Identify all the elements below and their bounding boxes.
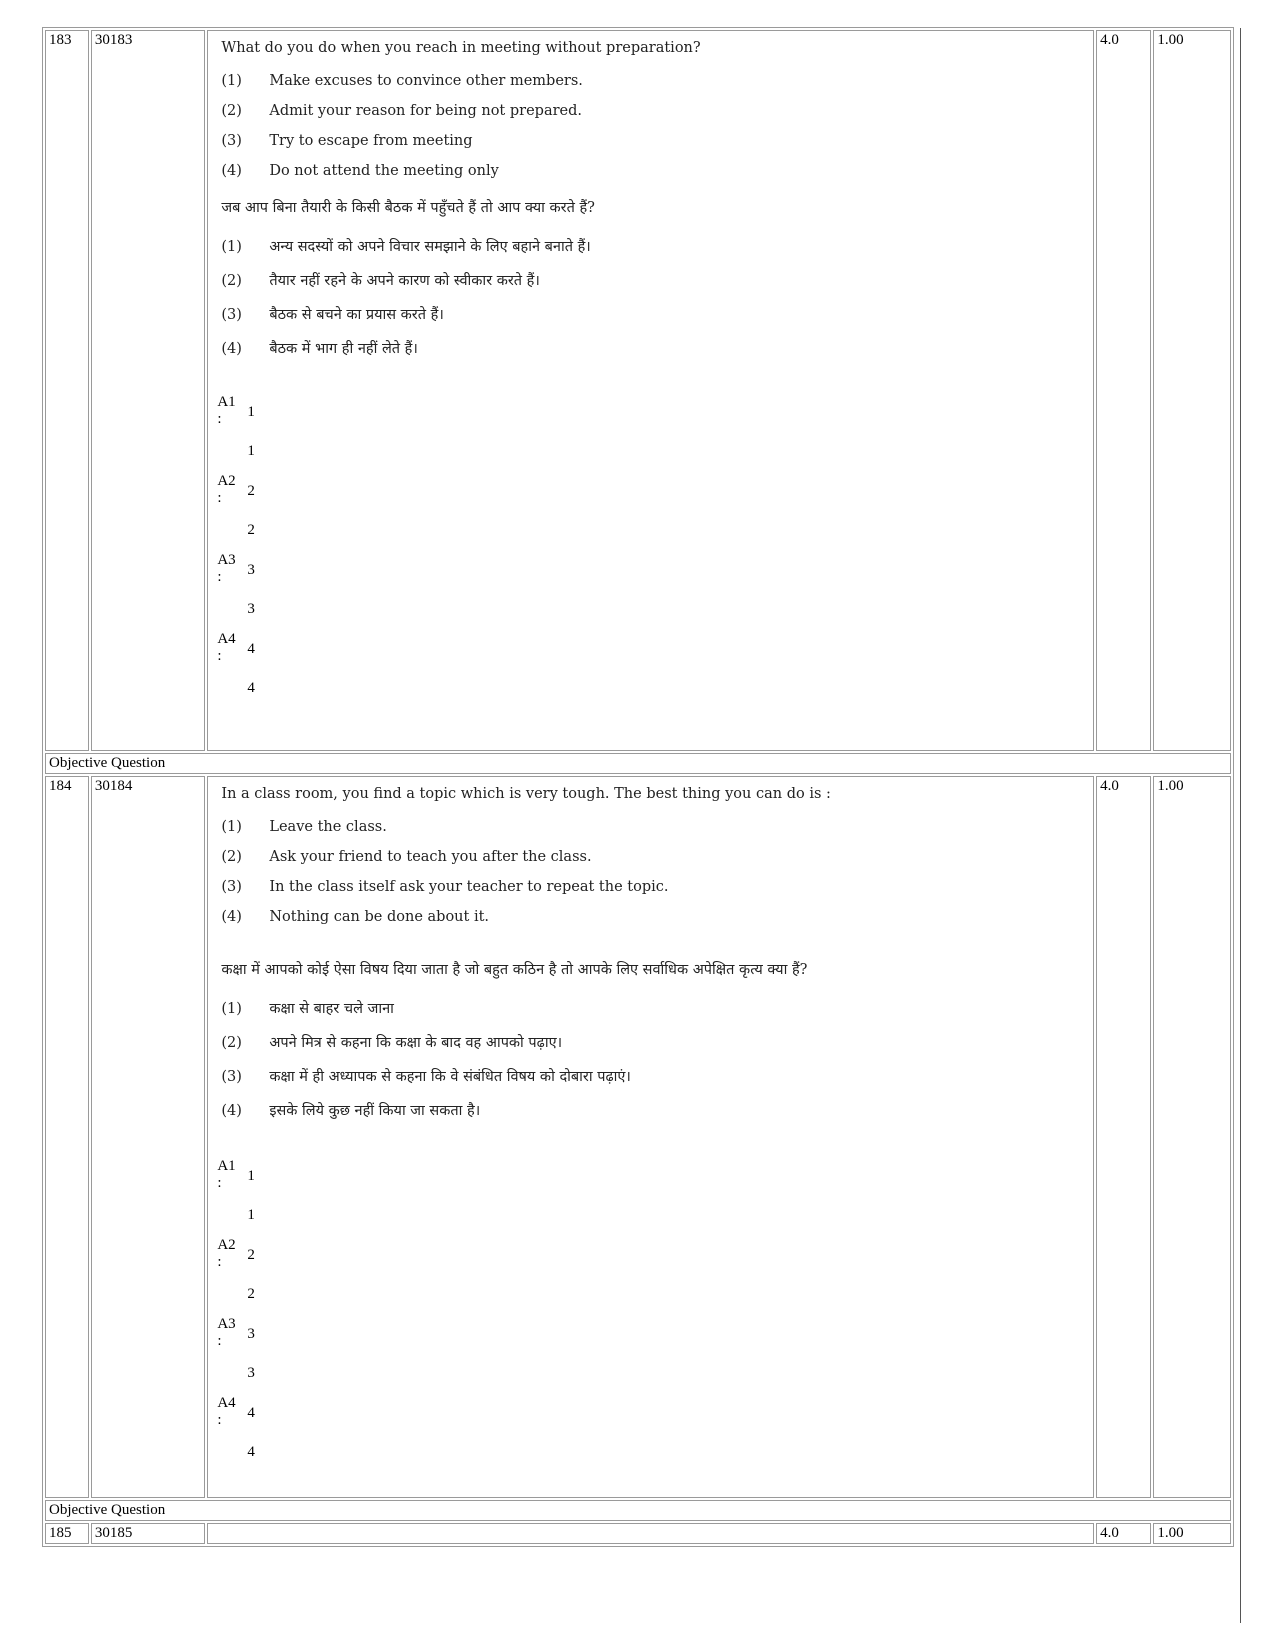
question-body-cell — [207, 1523, 1094, 1544]
answer-value-repeat: 2 — [247, 1286, 255, 1302]
negative-marks-cell: 1.00 — [1153, 30, 1231, 751]
option-english — [221, 133, 1090, 150]
option-text: Ask your friend to teach you after the class. — [269, 849, 592, 865]
option-hindi — [221, 239, 1090, 256]
option-text: बैठक में भाग ही नहीं लेते हैं। — [269, 341, 418, 357]
answer-value-repeat: 4 — [247, 1444, 255, 1460]
answer-label: A3 : — [217, 552, 236, 585]
serial-number-cell: 183 — [45, 30, 89, 751]
answer-row — [217, 1158, 1090, 1237]
serial-number-cell: 184 — [45, 776, 89, 1498]
option-number: (4) — [221, 341, 242, 357]
answer-value: 4 — [247, 641, 255, 657]
option-number: (1) — [221, 819, 242, 835]
marks-cell: 4.0 — [1096, 776, 1151, 1498]
answer-label: A4 : — [217, 631, 236, 664]
option-number: (4) — [221, 163, 242, 179]
answer-options — [211, 1158, 1090, 1474]
option-english — [221, 163, 1090, 180]
option-number: (2) — [221, 1035, 242, 1051]
option-hindi — [221, 341, 1090, 358]
option-text: तैयार नहीं रहने के अपने कारण को स्वीकार करते हैं। — [269, 273, 540, 289]
answer-label: A2 : — [217, 473, 236, 506]
marks-cell: 4.0 — [1096, 30, 1151, 751]
answer-label: A4 : — [217, 1395, 236, 1428]
marks-cell: 4.0 — [1096, 1523, 1151, 1544]
answer-label: A1 : — [217, 394, 236, 427]
question-body-cell — [207, 30, 1094, 751]
page-right-rule — [1240, 28, 1241, 1623]
option-text: बैठक से बचने का प्रयास करते हैं। — [269, 307, 444, 323]
question-id-cell: 30183 — [91, 30, 205, 751]
answer-row — [217, 473, 1090, 552]
option-english — [221, 879, 1090, 896]
option-number: (4) — [221, 909, 242, 925]
option-english — [221, 103, 1090, 120]
option-text: In the class itself ask your teacher to repeat the topic. — [269, 879, 669, 895]
option-text: Admit your reason for being not prepared. — [269, 103, 582, 119]
section-label: Objective Question — [45, 1500, 1231, 1521]
answer-row — [217, 394, 1090, 473]
answer-value: 2 — [247, 1247, 255, 1263]
question-row — [45, 776, 1231, 1498]
option-hindi — [221, 307, 1090, 324]
option-english — [221, 73, 1090, 90]
option-number: (2) — [221, 273, 242, 289]
question-id-cell: 30185 — [91, 1523, 205, 1544]
option-text: Make excuses to convince other members. — [269, 73, 583, 89]
answer-label: A3 : — [217, 1316, 236, 1349]
question-id-cell: 30184 — [91, 776, 205, 1498]
answer-label: A1 : — [217, 1158, 236, 1191]
option-hindi — [221, 273, 1090, 290]
question-table — [42, 27, 1234, 1547]
option-text: इसके लिये कुछ नहीं किया जा सकता है। — [269, 1103, 481, 1119]
answer-value-repeat: 2 — [247, 522, 255, 538]
question-text-english: What do you do when you reach in meeting without preparation? — [221, 40, 701, 56]
option-number: (3) — [221, 307, 242, 323]
option-text: कक्षा में ही अध्यापक से कहना कि वे संबंधित विषय को दोबारा पढ़ाएं। — [269, 1069, 631, 1085]
question-row — [45, 1523, 1231, 1544]
option-text: अपने मित्र से कहना कि कक्षा के बाद वह आपको पढ़ाए। — [269, 1035, 563, 1051]
question-row — [45, 30, 1231, 751]
option-text: Do not attend the meeting only — [269, 163, 499, 179]
option-hindi — [221, 1103, 1090, 1120]
option-number: (2) — [221, 103, 242, 119]
section-row — [45, 753, 1231, 774]
section-label: Objective Question — [45, 753, 1231, 774]
question-image — [211, 32, 1090, 358]
option-number: (2) — [221, 849, 242, 865]
serial-number-cell: 185 — [45, 1523, 89, 1544]
answer-options — [211, 394, 1090, 710]
option-number: (4) — [221, 1103, 242, 1119]
question-image — [211, 778, 1090, 1120]
answer-value-repeat: 4 — [247, 680, 255, 696]
negative-marks-cell: 1.00 — [1153, 1523, 1231, 1544]
option-text: Leave the class. — [269, 819, 387, 835]
option-hindi — [221, 1069, 1090, 1086]
option-number: (1) — [221, 239, 242, 255]
option-english — [221, 849, 1090, 866]
option-hindi — [221, 1035, 1090, 1052]
answer-row — [217, 1395, 1090, 1474]
answer-row — [217, 631, 1090, 710]
answer-row — [217, 552, 1090, 631]
option-hindi — [221, 1001, 1090, 1018]
answer-value: 2 — [247, 483, 255, 499]
answer-value-repeat: 3 — [247, 601, 255, 617]
question-body-cell — [207, 776, 1094, 1498]
option-number: (3) — [221, 879, 242, 895]
answer-row — [217, 1237, 1090, 1316]
option-text: Try to escape from meeting — [269, 133, 473, 149]
section-row — [45, 1500, 1231, 1521]
option-text: Nothing can be done about it. — [269, 909, 490, 925]
question-text-hindi: कक्षा में आपको कोई ऐसा विषय दिया जाता है जो बहुत कठिन है तो आपके लिए सर्वाधिक अपेक्षित कृत्य क्या हैं? — [221, 962, 808, 978]
option-number: (1) — [221, 73, 242, 89]
answer-value-repeat: 3 — [247, 1365, 255, 1381]
question-text-english: In a class room, you find a topic which is very tough. The best thing you can do is : — [221, 786, 831, 802]
answer-value: 1 — [247, 1168, 255, 1184]
answer-value-repeat: 1 — [247, 443, 255, 459]
answer-value: 3 — [247, 562, 255, 578]
answer-value: 3 — [247, 1326, 255, 1342]
question-table-body — [45, 30, 1231, 1544]
question-text-hindi: जब आप बिना तैयारी के किसी बैठक में पहुँचते हैं तो आप क्या करते हैं? — [221, 200, 595, 216]
negative-marks-cell: 1.00 — [1153, 776, 1231, 1498]
option-text: अन्य सदस्यों को अपने विचार समझाने के लिए बहाने बनाते हैं। — [269, 239, 591, 255]
answer-value: 4 — [247, 1405, 255, 1421]
answer-value-repeat: 1 — [247, 1207, 255, 1223]
option-number: (3) — [221, 133, 242, 149]
option-number: (1) — [221, 1001, 242, 1017]
option-english — [221, 819, 1090, 836]
option-text: कक्षा से बाहर चले जाना — [269, 1001, 394, 1017]
option-english — [221, 909, 1090, 926]
answer-label: A2 : — [217, 1237, 236, 1270]
answer-row — [217, 1316, 1090, 1395]
option-number: (3) — [221, 1069, 242, 1085]
answer-value: 1 — [247, 404, 255, 420]
